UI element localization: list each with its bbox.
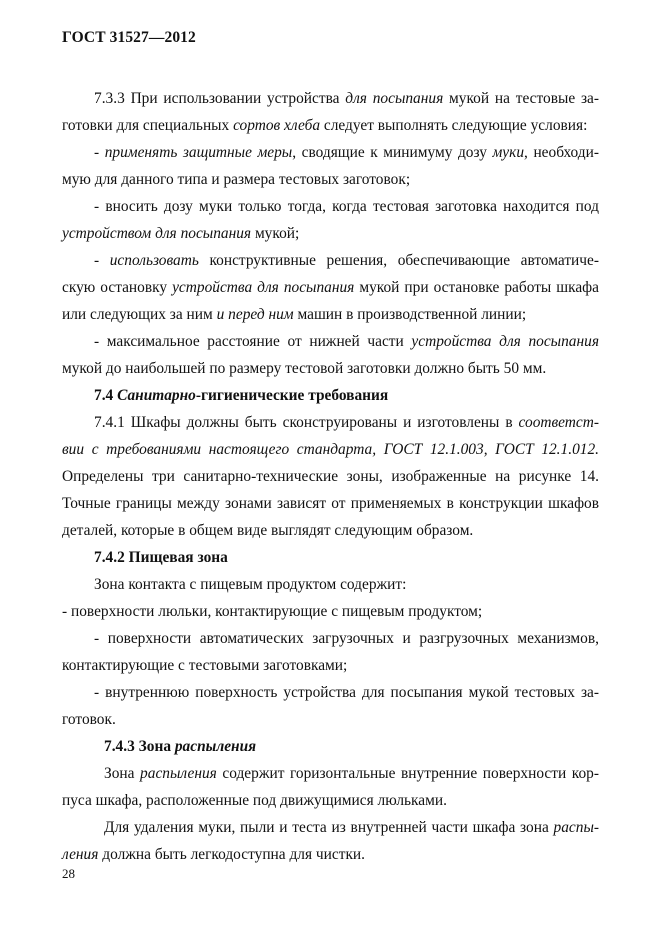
italic-term: распы- [553,819,599,836]
p742-line-6: готовок. [62,711,116,728]
italic-term: сортов хлеба [233,117,321,134]
text: -гигиенические требования [195,387,389,404]
italic-term: ления [62,846,99,863]
text: мукой при остановке работы шкафа [354,279,599,296]
text: или следующих за ним [62,306,217,323]
bullet-3-line-1 [94,252,599,270]
section-7-4-2-heading: 7.4.2 Пищевая зона [94,549,228,566]
bullet-3-line-3 [62,306,526,324]
text: готовки для специальных [62,117,234,134]
italic-term: устройства для посыпания [172,279,355,296]
text: , сводящие к минимуму дозу [292,144,493,161]
text: мукой; [251,225,300,242]
p743-line-3 [104,819,599,837]
italic-term: муки [492,144,525,161]
text: скую остановку [62,279,173,296]
text: - [94,144,105,161]
italic-term: и перед ним [216,306,294,323]
text: конструктивные решения, обеспечивающие автоматиче- [198,252,599,269]
italic-term: устройством для посыпания [62,225,252,242]
italic-term: Санитарно [117,387,196,404]
p733-line-1 [94,90,599,108]
document-header: ГОСТ 31527—2012 [62,29,196,46]
p742-line-2: - поверхности люльки, контактирующие с пищевым продуктом; [62,603,483,620]
text: 7.4.1 Шкафы должны быть сконструированы и изготовлены в [94,414,519,431]
text: - максимальное расстояние от нижней части [94,333,412,350]
text: , необходи- [524,144,600,161]
p741-line-3: Определены три санитарно-технические зоны, изображенные на рисунке 14. [62,468,599,485]
p742-line-1: Зона контакта с пищевым продуктом содержит: [94,576,407,593]
p742-line-5: - внутреннюю поверхность устройства для посыпания мукой тестовых за- [94,684,599,701]
p733-line-2 [62,117,587,135]
italic-term: применять защитные меры [104,144,293,161]
p742-line-3: - поверхности автоматических загрузочных и разгрузочных механизмов, [94,630,599,647]
italic-term: распыления [140,765,217,782]
section-7-4-heading [94,387,388,405]
section-7-4-3-heading [104,738,256,756]
text: - [94,252,110,269]
italic-term: устройства для посыпания [411,333,599,350]
italic-term: для посыпания [345,90,444,107]
text: должна быть легкодоступна для чистки. [98,846,365,863]
page-number: 28 [62,866,75,881]
text: 7.4.3 Зона [104,738,175,755]
bullet-1-line-2: мую для данного типа и размера тестовых заготовок; [62,171,411,188]
p741-line-5: деталей, которые в общем виде выглядят следующим образом. [62,522,474,539]
text: Зона [104,765,141,782]
text: следует выполнять следующие условия: [320,117,588,134]
p741-line-1 [94,414,599,432]
p743-line-1 [104,765,599,783]
bullet-2-line-1: - вносить дозу муки только тогда, когда тестовая заготовка находится под [94,198,599,215]
text: мукой на тестовые за- [443,90,599,107]
bullet-3-line-2 [62,279,599,297]
italic-term: соответст- [518,414,599,431]
text: 7.4 [94,387,118,404]
text: содержит горизонтальные внутренние поверхности кор- [216,765,599,782]
bullet-1-line-1 [94,144,599,162]
bullet-4-line-1 [94,333,599,351]
text: Для удаления муки, пыли и теста из внутренней части шкафа зона [104,819,554,836]
italic-term: распыления [174,738,257,755]
p743-line-2: пуса шкафа, расположенные под движущимися люльками. [62,792,447,809]
p742-line-4: контактирующие с тестовыми заготовками; [62,657,348,674]
p741-line-2: вии с требованиями настоящего стандарта, ГОСТ 12.1.003, ГОСТ 12.1.012. [62,441,599,458]
p743-line-4 [62,846,365,864]
bullet-2-line-2 [62,225,299,243]
text: машин в производственной линии; [293,306,527,323]
text: 7.3.3 При использовании устройства [94,90,346,107]
bullet-4-line-2: мукой до наибольшей по размеру тестовой заготовки должно быть 50 мм. [62,360,547,377]
italic-term: использовать [109,252,199,269]
p741-line-4: Точные границы между зонами зависят от применяемых в конструкции шкафов [62,495,599,512]
